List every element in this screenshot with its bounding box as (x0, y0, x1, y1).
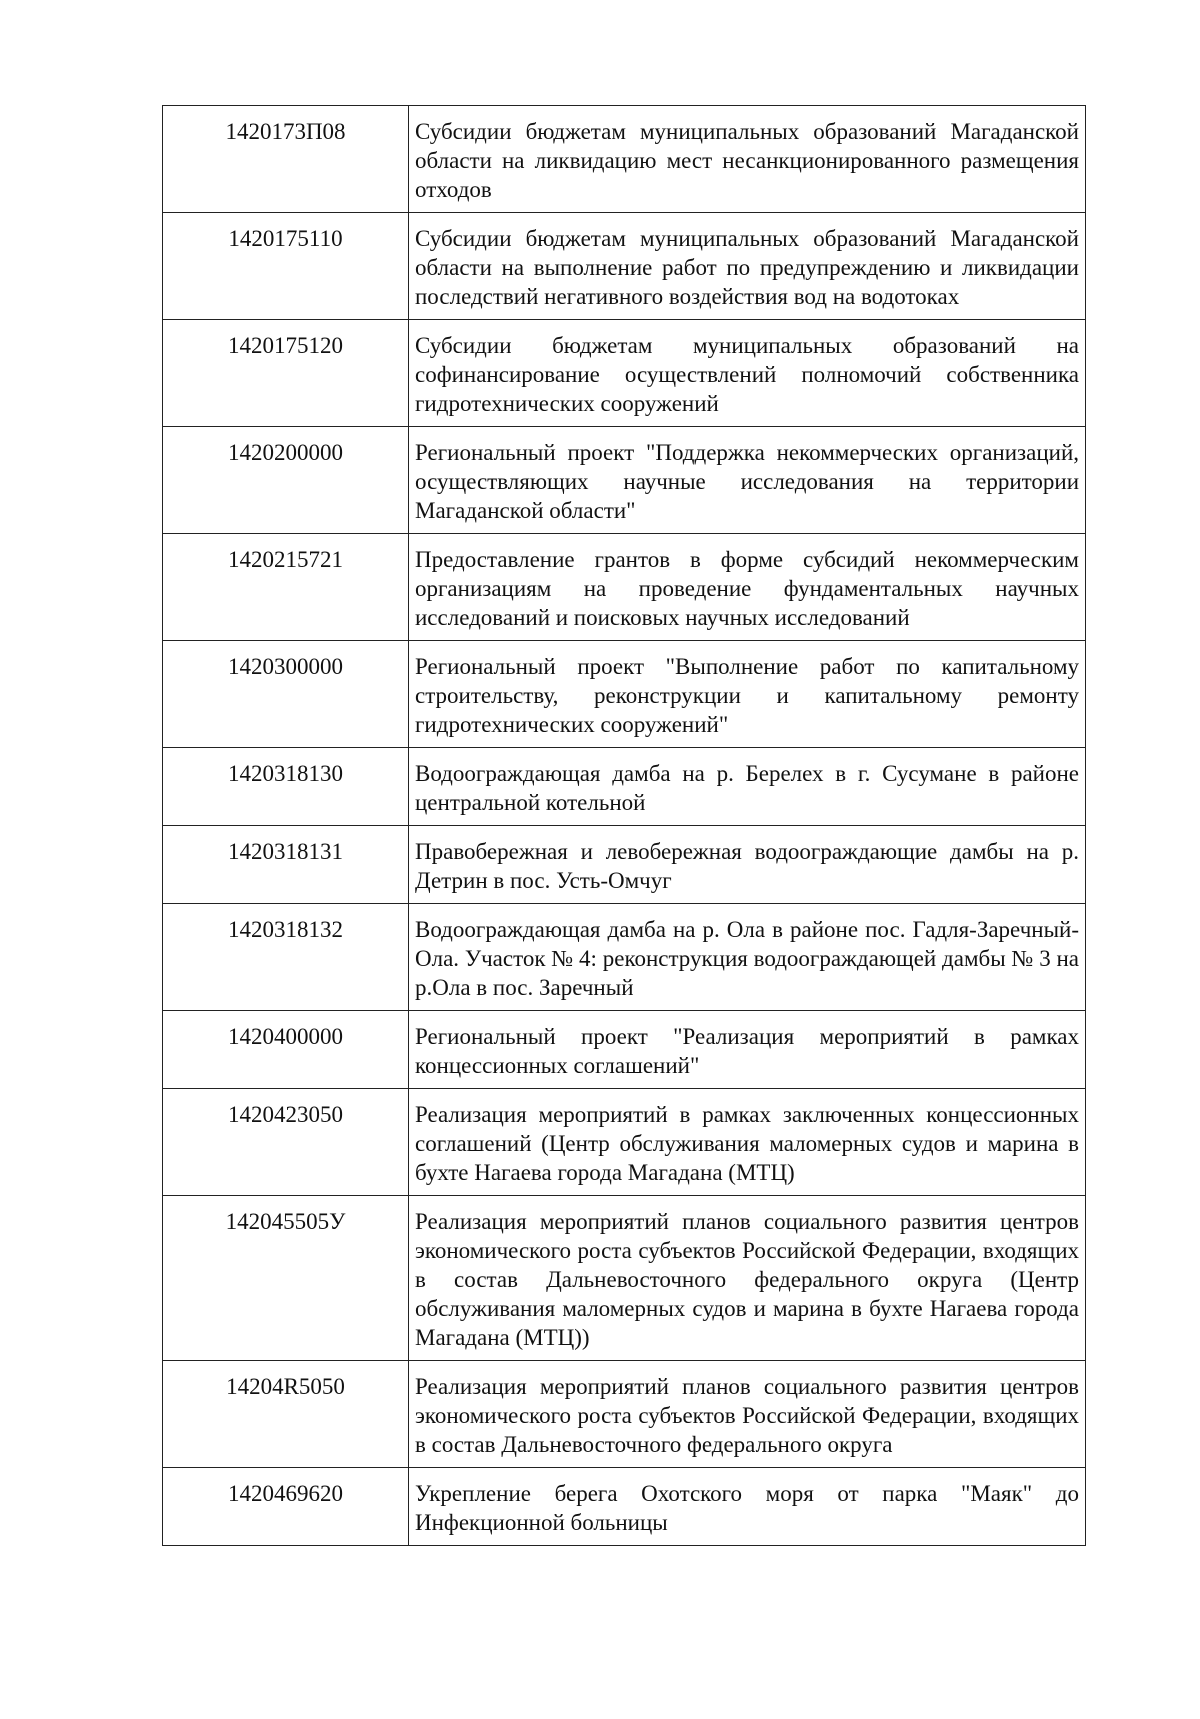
table-row (163, 748, 1086, 826)
budget-code-cell: 1420215721 (163, 534, 409, 641)
table-row (163, 320, 1086, 427)
budget-code-cell: 1420300000 (163, 641, 409, 748)
budget-code-cell: 1420173П08 (163, 106, 409, 213)
description-cell: Реализация мероприятий планов социального развития центров экономического роста субъектов Российской Федерации, входящих в состав Дальневосточного федерального округа (Центр обслуживания маломерных судов и марина в бухте Нагаева города Магадана (МТЦ)) (409, 1196, 1086, 1361)
table-row (163, 1361, 1086, 1468)
table-row (163, 106, 1086, 213)
budget-code-cell: 1420200000 (163, 427, 409, 534)
description-cell: Региональный проект "Выполнение работ по капитальному строительству, реконструкции и капитальному ремонту гидротехнических сооружений" (409, 641, 1086, 748)
budget-code-cell: 1420469620 (163, 1468, 409, 1546)
table-row (163, 1196, 1086, 1361)
description-cell: Региональный проект "Реализация мероприятий в рамках концессионных соглашений" (409, 1011, 1086, 1089)
table-row (163, 904, 1086, 1011)
description-cell: Субсидии бюджетам муниципальных образований Магаданской области на ликвидацию мест несанкционированного размещения отходов (409, 106, 1086, 213)
table-row (163, 1468, 1086, 1546)
table-row (163, 427, 1086, 534)
description-cell: Субсидии бюджетам муниципальных образований Магаданской области на выполнение работ по предупреждению и ликвидации последствий негативного воздействия вод на водотоках (409, 213, 1086, 320)
description-cell: Субсидии бюджетам муниципальных образований на софинансирование осуществлений полномочий собственника гидротехнических сооружений (409, 320, 1086, 427)
description-cell: Водоограждающая дамба на р. Берелех в г. Сусумане в районе центральной котельной (409, 748, 1086, 826)
table-row (163, 641, 1086, 748)
table-row (163, 213, 1086, 320)
table-row (163, 534, 1086, 641)
budget-code-cell: 14204R5050 (163, 1361, 409, 1468)
budget-code-cell: 1420175110 (163, 213, 409, 320)
description-cell: Реализация мероприятий в рамках заключенных концессионных соглашений (Центр обслуживания маломерных судов и марина в бухте Нагаева города Магадана (МТЦ) (409, 1089, 1086, 1196)
table-row (163, 826, 1086, 904)
budget-code-cell: 1420175120 (163, 320, 409, 427)
description-cell: Укрепление берега Охотского моря от парка "Маяк" до Инфекционной больницы (409, 1468, 1086, 1546)
description-cell: Региональный проект "Поддержка некоммерческих организаций, осуществляющих научные исследования на территории Магаданской области" (409, 427, 1086, 534)
description-cell: Реализация мероприятий планов социального развития центров экономического роста субъектов Российской Федерации, входящих в состав Дальневосточного федерального округа (409, 1361, 1086, 1468)
description-cell: Водоограждающая дамба на р. Ола в районе пос. Гадля-Заречный-Ола. Участок № 4: реконструкция водоограждающей дамбы № 3 на р.Ола в пос. Заречный (409, 904, 1086, 1011)
budget-code-cell: 1420423050 (163, 1089, 409, 1196)
budget-codes-table (162, 105, 1086, 1546)
budget-code-cell: 142045505У (163, 1196, 409, 1361)
description-cell: Предоставление грантов в форме субсидий некоммерческим организациям на проведение фундаментальных научных исследований и поисковых научных исследований (409, 534, 1086, 641)
budget-code-cell: 1420318130 (163, 748, 409, 826)
description-cell: Правобережная и левобережная водоограждающие дамбы на р. Детрин в пос. Усть-Омчуг (409, 826, 1086, 904)
table-row (163, 1011, 1086, 1089)
budget-code-cell: 1420400000 (163, 1011, 409, 1089)
table-row (163, 1089, 1086, 1196)
document-page (162, 105, 1086, 1546)
budget-code-cell: 1420318132 (163, 904, 409, 1011)
table-body (163, 106, 1086, 1546)
budget-code-cell: 1420318131 (163, 826, 409, 904)
